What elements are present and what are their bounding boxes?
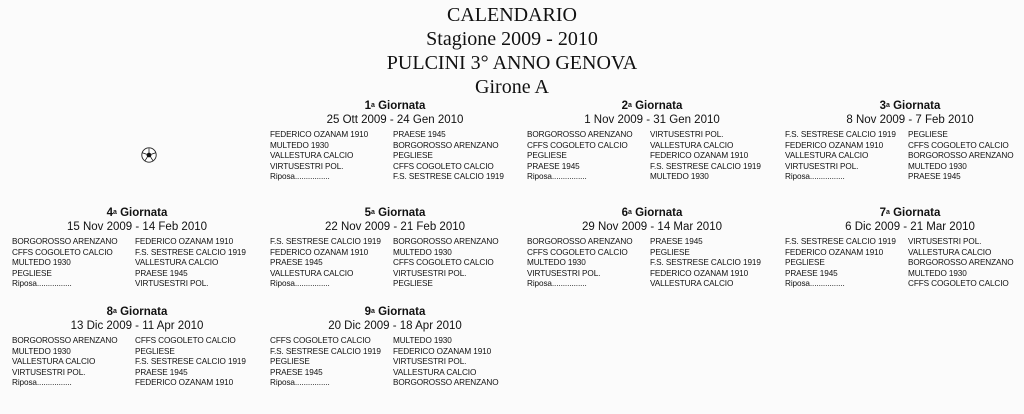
away-team: CFFS COGOLETO CALCIO bbox=[135, 336, 236, 345]
away-team: VALLESTURA CALCIO bbox=[650, 279, 734, 289]
away-team: BORGOROSSO ARENZANO bbox=[908, 151, 1014, 161]
home-teams-column bbox=[785, 237, 908, 290]
giornata-dates: 8 Nov 2009 - 7 Feb 2010 bbox=[846, 114, 974, 126]
home-teams-column bbox=[527, 237, 650, 290]
giornata-dates: 20 Dic 2009 - 18 Apr 2010 bbox=[328, 320, 462, 332]
giornata-ordinal: a bbox=[371, 102, 375, 109]
giornata-block bbox=[270, 100, 520, 183]
bye-label: Riposa................ bbox=[270, 378, 330, 388]
away-team: FEDERICO OZANAM 1910 bbox=[650, 268, 749, 278]
away-team: BORGOROSSO ARENZANO bbox=[908, 258, 1014, 268]
home-teams-column bbox=[527, 130, 650, 183]
home-team: VIRTUSESTRI POL. bbox=[12, 367, 86, 377]
giornata-number: 5 bbox=[364, 207, 371, 219]
match-list bbox=[527, 130, 777, 183]
giornata-ordinal: a bbox=[371, 308, 375, 315]
giornata-dates: 22 Nov 2009 - 21 Feb 2010 bbox=[324, 221, 466, 233]
giornata-dates: 29 Nov 2009 - 14 Mar 2010 bbox=[581, 221, 722, 233]
home-team: VALLESTURA CALCIO bbox=[270, 268, 354, 278]
away-team: F.S. SESTRESE CALCIO 1919 bbox=[650, 161, 761, 171]
giornata-title bbox=[12, 306, 262, 319]
away-team: VIRTUSESTRI POL. bbox=[393, 357, 467, 367]
giornata-ordinal: a bbox=[628, 209, 632, 216]
match-list bbox=[270, 237, 520, 290]
away-teams-column bbox=[908, 130, 1024, 183]
giornata-label: Giornata bbox=[635, 207, 683, 219]
away-teams-column bbox=[908, 237, 1024, 290]
giornata-title bbox=[270, 306, 520, 319]
giornata-label: Giornata bbox=[893, 100, 941, 112]
home-team: CFFS COGOLETO CALCIO bbox=[270, 336, 371, 345]
home-team: PEGLIESE bbox=[12, 268, 52, 278]
giornata-number: 1 bbox=[364, 100, 371, 112]
away-team: CFFS COGOLETO CALCIO bbox=[393, 258, 494, 268]
away-team: CFFS COGOLETO CALCIO bbox=[908, 279, 1009, 289]
home-team: CFFS COGOLETO CALCIO bbox=[527, 140, 628, 150]
home-team: BORGOROSSO ARENZANO bbox=[527, 237, 633, 246]
bye-label: Riposa................ bbox=[12, 279, 72, 289]
giornata-ordinal: a bbox=[886, 209, 890, 216]
home-team: MULTEDO 1930 bbox=[270, 140, 329, 150]
away-teams-column bbox=[135, 336, 258, 389]
home-team: VALLESTURA CALCIO bbox=[785, 151, 869, 161]
giornata-ordinal: a bbox=[886, 102, 890, 109]
home-team: FEDERICO OZANAM 1910 bbox=[270, 247, 369, 257]
home-team: BORGOROSSO ARENZANO bbox=[12, 237, 118, 246]
away-teams-column bbox=[650, 237, 773, 290]
away-team: PEGLIESE bbox=[650, 247, 690, 257]
away-team: FEDERICO OZANAM 1910 bbox=[135, 378, 234, 388]
away-team: PRAESE 1945 bbox=[135, 367, 188, 377]
home-team: CFFS COGOLETO CALCIO bbox=[12, 247, 113, 257]
giornata-block bbox=[12, 306, 262, 389]
giornata-label: Giornata bbox=[378, 100, 426, 112]
home-team: FEDERICO OZANAM 1910 bbox=[785, 140, 884, 150]
giornata-dates: 6 Dic 2009 - 21 Mar 2010 bbox=[845, 221, 975, 233]
giornata-dates: 1 Nov 2009 - 31 Gen 2010 bbox=[584, 114, 720, 126]
away-teams-column bbox=[135, 237, 258, 290]
giornata-label: Giornata bbox=[120, 207, 168, 219]
giornata-number: 2 bbox=[621, 100, 628, 112]
giornata-title bbox=[12, 207, 262, 220]
home-team: PEGLIESE bbox=[785, 258, 825, 268]
giornata-ordinal: a bbox=[113, 308, 117, 315]
away-team: PRAESE 1945 bbox=[650, 237, 703, 246]
giornata-title bbox=[785, 207, 1024, 220]
home-teams-column bbox=[12, 336, 135, 389]
away-team: PEGLIESE bbox=[135, 346, 175, 356]
away-team: MULTEDO 1930 bbox=[393, 336, 452, 345]
bye-label: Riposa................ bbox=[527, 279, 587, 289]
home-teams-column bbox=[785, 130, 908, 183]
season-subtitle: Stagione 2009 - 2010 bbox=[426, 28, 598, 50]
home-team: MULTEDO 1930 bbox=[527, 258, 586, 268]
away-team: FEDERICO OZANAM 1910 bbox=[135, 237, 234, 246]
giornata-block bbox=[270, 306, 520, 389]
away-teams-column bbox=[393, 237, 516, 290]
group-subtitle: Girone A bbox=[475, 76, 549, 98]
away-team: CFFS COGOLETO CALCIO bbox=[393, 161, 494, 171]
home-team: PRAESE 1945 bbox=[785, 268, 838, 278]
away-teams-column bbox=[650, 130, 773, 183]
home-team: FEDERICO OZANAM 1910 bbox=[270, 130, 369, 139]
home-team: VIRTUSESTRI POL. bbox=[270, 161, 344, 171]
away-team: PRAESE 1945 bbox=[908, 172, 961, 182]
giornata-block bbox=[12, 207, 262, 290]
home-teams-column bbox=[12, 237, 135, 290]
giornata-dates: 13 Dic 2009 - 11 Apr 2010 bbox=[70, 320, 204, 332]
giornata-title bbox=[527, 207, 777, 220]
giornata-number: 8 bbox=[106, 306, 113, 318]
home-team: F.S. SESTRESE CALCIO 1919 bbox=[785, 130, 896, 139]
category-subtitle: PULCINI 3° ANNO GENOVA bbox=[386, 52, 638, 74]
giornata-title bbox=[785, 100, 1024, 113]
giornata-block bbox=[785, 100, 1024, 183]
giornata-ordinal: a bbox=[113, 209, 117, 216]
match-list bbox=[785, 130, 1024, 183]
home-team: BORGOROSSO ARENZANO bbox=[12, 336, 118, 345]
away-teams-column bbox=[393, 130, 516, 183]
away-team: CFFS COGOLETO CALCIO bbox=[908, 140, 1009, 150]
away-team: PEGLIESE bbox=[908, 130, 948, 139]
away-team: FEDERICO OZANAM 1910 bbox=[650, 151, 749, 161]
home-team: VALLESTURA CALCIO bbox=[270, 151, 354, 161]
away-team: F.S. SESTRESE CALCIO 1919 bbox=[135, 247, 246, 257]
giornata-title bbox=[270, 207, 520, 220]
bye-label: Riposa................ bbox=[527, 172, 587, 182]
away-team: BORGOROSSO ARENZANO bbox=[393, 140, 499, 150]
match-list bbox=[12, 237, 262, 290]
home-teams-column bbox=[270, 237, 393, 290]
away-team: PEGLIESE bbox=[393, 151, 433, 161]
calendar-title: CALENDARIO bbox=[447, 4, 577, 26]
away-team: VIRTUSESTRI POL. bbox=[393, 268, 467, 278]
giornata-block bbox=[270, 207, 520, 290]
home-team: MULTEDO 1930 bbox=[12, 258, 71, 268]
away-team: VALLESTURA CALCIO bbox=[908, 247, 992, 257]
bye-label: Riposa................ bbox=[12, 378, 72, 388]
home-team: PEGLIESE bbox=[527, 151, 567, 161]
away-team: F.S. SESTRESE CALCIO 1919 bbox=[393, 172, 504, 182]
giornata-label: Giornata bbox=[893, 207, 941, 219]
giornata-ordinal: a bbox=[371, 209, 375, 216]
giornata-label: Giornata bbox=[120, 306, 168, 318]
away-team: VALLESTURA CALCIO bbox=[650, 140, 734, 150]
away-team: PRAESE 1945 bbox=[393, 130, 446, 139]
bye-label: Riposa................ bbox=[785, 172, 845, 182]
giornata-number: 3 bbox=[879, 100, 886, 112]
giornata-label: Giornata bbox=[378, 306, 426, 318]
giornata-title bbox=[527, 100, 777, 113]
giornata-label: Giornata bbox=[378, 207, 426, 219]
away-team: BORGOROSSO ARENZANO bbox=[393, 378, 499, 388]
giornata-block bbox=[527, 100, 777, 183]
home-team: PRAESE 1945 bbox=[270, 367, 323, 377]
home-team: BORGOROSSO ARENZANO bbox=[527, 130, 633, 139]
home-team: VALLESTURA CALCIO bbox=[12, 357, 96, 367]
giornata-title bbox=[270, 100, 520, 113]
bye-label: Riposa................ bbox=[270, 172, 330, 182]
giornata-number: 7 bbox=[879, 207, 886, 219]
away-team: VIRTUSESTRI POL. bbox=[650, 130, 724, 139]
home-team: PEGLIESE bbox=[270, 357, 310, 367]
home-team: F.S. SESTRESE CALCIO 1919 bbox=[785, 237, 896, 246]
home-teams-column bbox=[270, 336, 393, 389]
home-team: PRAESE 1945 bbox=[527, 161, 580, 171]
match-list bbox=[270, 130, 520, 183]
home-team: VIRTUSESTRI POL. bbox=[527, 268, 601, 278]
giornata-number: 4 bbox=[106, 207, 113, 219]
away-team: VALLESTURA CALCIO bbox=[135, 258, 219, 268]
giornata-label: Giornata bbox=[635, 100, 683, 112]
away-team: F.S. SESTRESE CALCIO 1919 bbox=[650, 258, 761, 268]
match-list bbox=[270, 336, 520, 389]
away-teams-column bbox=[393, 336, 516, 389]
away-team: F.S. SESTRESE CALCIO 1919 bbox=[135, 357, 246, 367]
match-list bbox=[12, 336, 262, 389]
home-team: VIRTUSESTRI POL. bbox=[785, 161, 859, 171]
home-team: FEDERICO OZANAM 1910 bbox=[785, 247, 884, 257]
giornata-block bbox=[527, 207, 777, 290]
away-team: PRAESE 1945 bbox=[135, 268, 188, 278]
away-team: BORGOROSSO ARENZANO bbox=[393, 237, 499, 246]
home-teams-column bbox=[270, 130, 393, 183]
away-team: PEGLIESE bbox=[393, 279, 433, 289]
match-list bbox=[527, 237, 777, 290]
giornata-number: 6 bbox=[621, 207, 628, 219]
bye-label: Riposa................ bbox=[270, 279, 330, 289]
giornata-dates: 25 Ott 2009 - 24 Gen 2010 bbox=[326, 114, 464, 126]
home-team: PRAESE 1945 bbox=[270, 258, 323, 268]
giornata-number: 9 bbox=[364, 306, 371, 318]
giornata-block bbox=[785, 207, 1024, 290]
bye-label: Riposa................ bbox=[785, 279, 845, 289]
away-team: VALLESTURA CALCIO bbox=[393, 367, 477, 377]
home-team: CFFS COGOLETO CALCIO bbox=[527, 247, 628, 257]
away-team: VIRTUSESTRI POL. bbox=[908, 237, 982, 246]
giornata-dates: 15 Nov 2009 - 14 Feb 2010 bbox=[66, 221, 208, 233]
soccer-ball-icon bbox=[140, 146, 158, 164]
away-team: MULTEDO 1930 bbox=[908, 161, 967, 171]
away-team: FEDERICO OZANAM 1910 bbox=[393, 346, 492, 356]
away-team: MULTEDO 1930 bbox=[908, 268, 967, 278]
home-team: F.S. SESTRESE CALCIO 1919 bbox=[270, 237, 381, 246]
away-team: MULTEDO 1930 bbox=[650, 172, 709, 182]
match-list bbox=[785, 237, 1024, 290]
home-team: F.S. SESTRESE CALCIO 1919 bbox=[270, 346, 381, 356]
away-team: VIRTUSESTRI POL. bbox=[135, 279, 209, 289]
home-team: MULTEDO 1930 bbox=[12, 346, 71, 356]
giornata-ordinal: a bbox=[628, 102, 632, 109]
away-team: MULTEDO 1930 bbox=[393, 247, 452, 257]
